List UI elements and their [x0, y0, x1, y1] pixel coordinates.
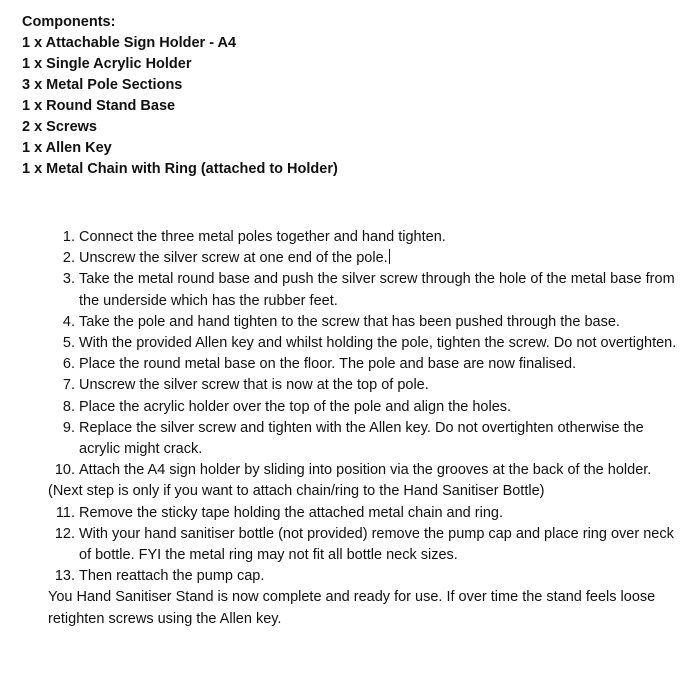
step-number: 2. — [62, 250, 75, 267]
step-number: 6. — [62, 356, 75, 373]
step-text-content: Unscrew the silver screw at one end of the pole. — [79, 250, 388, 267]
step-text: Take the metal round base and push the silver screw through the hole of the metal base from the underside which has the rubber feet. — [79, 271, 675, 309]
step-number: 4. — [62, 313, 75, 330]
step-1 — [48, 227, 688, 248]
step-text: Remove the sticky tape holding the attached metal chain and ring. — [79, 504, 503, 521]
step-number: 3. — [62, 271, 75, 288]
step-text: Replace the silver screw and tighten with the Allen key. Do not overtighten otherwise the acrylic might crack. — [79, 419, 644, 458]
component-item: 1 x Metal Chain with Ring (attached to Holder) — [22, 161, 338, 177]
optional-note: (Next step is only if you want to attach chain/ring to the Hand Sanitiser Bottle) — [48, 483, 545, 500]
step-3 — [48, 269, 688, 311]
step-9 — [48, 418, 688, 460]
step-text: Take the pole and hand tighten to the screw that has been pushed through the base. — [79, 313, 620, 330]
step-number: 12. — [54, 525, 75, 542]
step-text: Attach the A4 sign holder by sliding into position via the grooves at the back of the holder. — [79, 462, 652, 479]
step-number: 10. — [54, 462, 75, 479]
step-text: With the provided Allen key and whilst holding the pole, tighten the screw. Do not overtighten. — [79, 335, 677, 352]
step-4 — [48, 312, 688, 333]
components-list — [22, 12, 682, 180]
step-number: 11. — [55, 504, 75, 521]
step-number: 1. — [62, 229, 75, 245]
step-7 — [48, 375, 688, 396]
closing-paragraph: You Hand Sanitiser Stand is now complete and ready for use. If over time the stand feels loose retighten screws using the Allen key. — [48, 589, 656, 627]
step-text: Place the round metal base on the floor. The pole and base are now finalised. — [79, 356, 577, 373]
step-number: 7. — [62, 377, 75, 394]
step-number: 5. — [62, 335, 75, 352]
step-8 — [48, 397, 688, 418]
component-item: 2 x Screws — [22, 119, 97, 135]
step-number: 13. — [54, 568, 75, 585]
instructions-list — [48, 227, 688, 630]
step-text: With your hand sanitiser bottle (not provided) remove the pump cap and place ring over neck of bottle. FYI the metal ring may not fit all bottle neck sizes. — [79, 525, 674, 564]
step-2 — [48, 248, 688, 269]
component-item: 1 x Round Stand Base — [22, 98, 176, 114]
text-cursor — [389, 249, 390, 264]
step-13 — [48, 566, 688, 587]
step-text[interactable] — [79, 248, 688, 269]
components-heading: Components: — [22, 14, 116, 30]
step-number: 9. — [62, 419, 75, 436]
step-6 — [48, 354, 688, 375]
component-item: 1 x Allen Key — [22, 140, 112, 156]
component-item: 1 x Attachable Sign Holder - A4 — [22, 35, 237, 51]
component-item: 3 x Metal Pole Sections — [22, 77, 183, 93]
step-text: Then reattach the pump cap. — [79, 568, 265, 585]
step-number: 8. — [62, 398, 75, 415]
step-10 — [48, 460, 688, 481]
step-text: Connect the three metal poles together and hand tighten. — [79, 229, 446, 245]
step-11 — [48, 503, 688, 524]
step-5 — [48, 333, 688, 354]
component-item: 1 x Single Acrylic Holder — [22, 56, 192, 72]
step-text: Place the acrylic holder over the top of the pole and align the holes. — [79, 398, 512, 415]
step-12 — [48, 524, 688, 566]
step-text: Unscrew the silver screw that is now at the top of pole. — [79, 377, 429, 394]
